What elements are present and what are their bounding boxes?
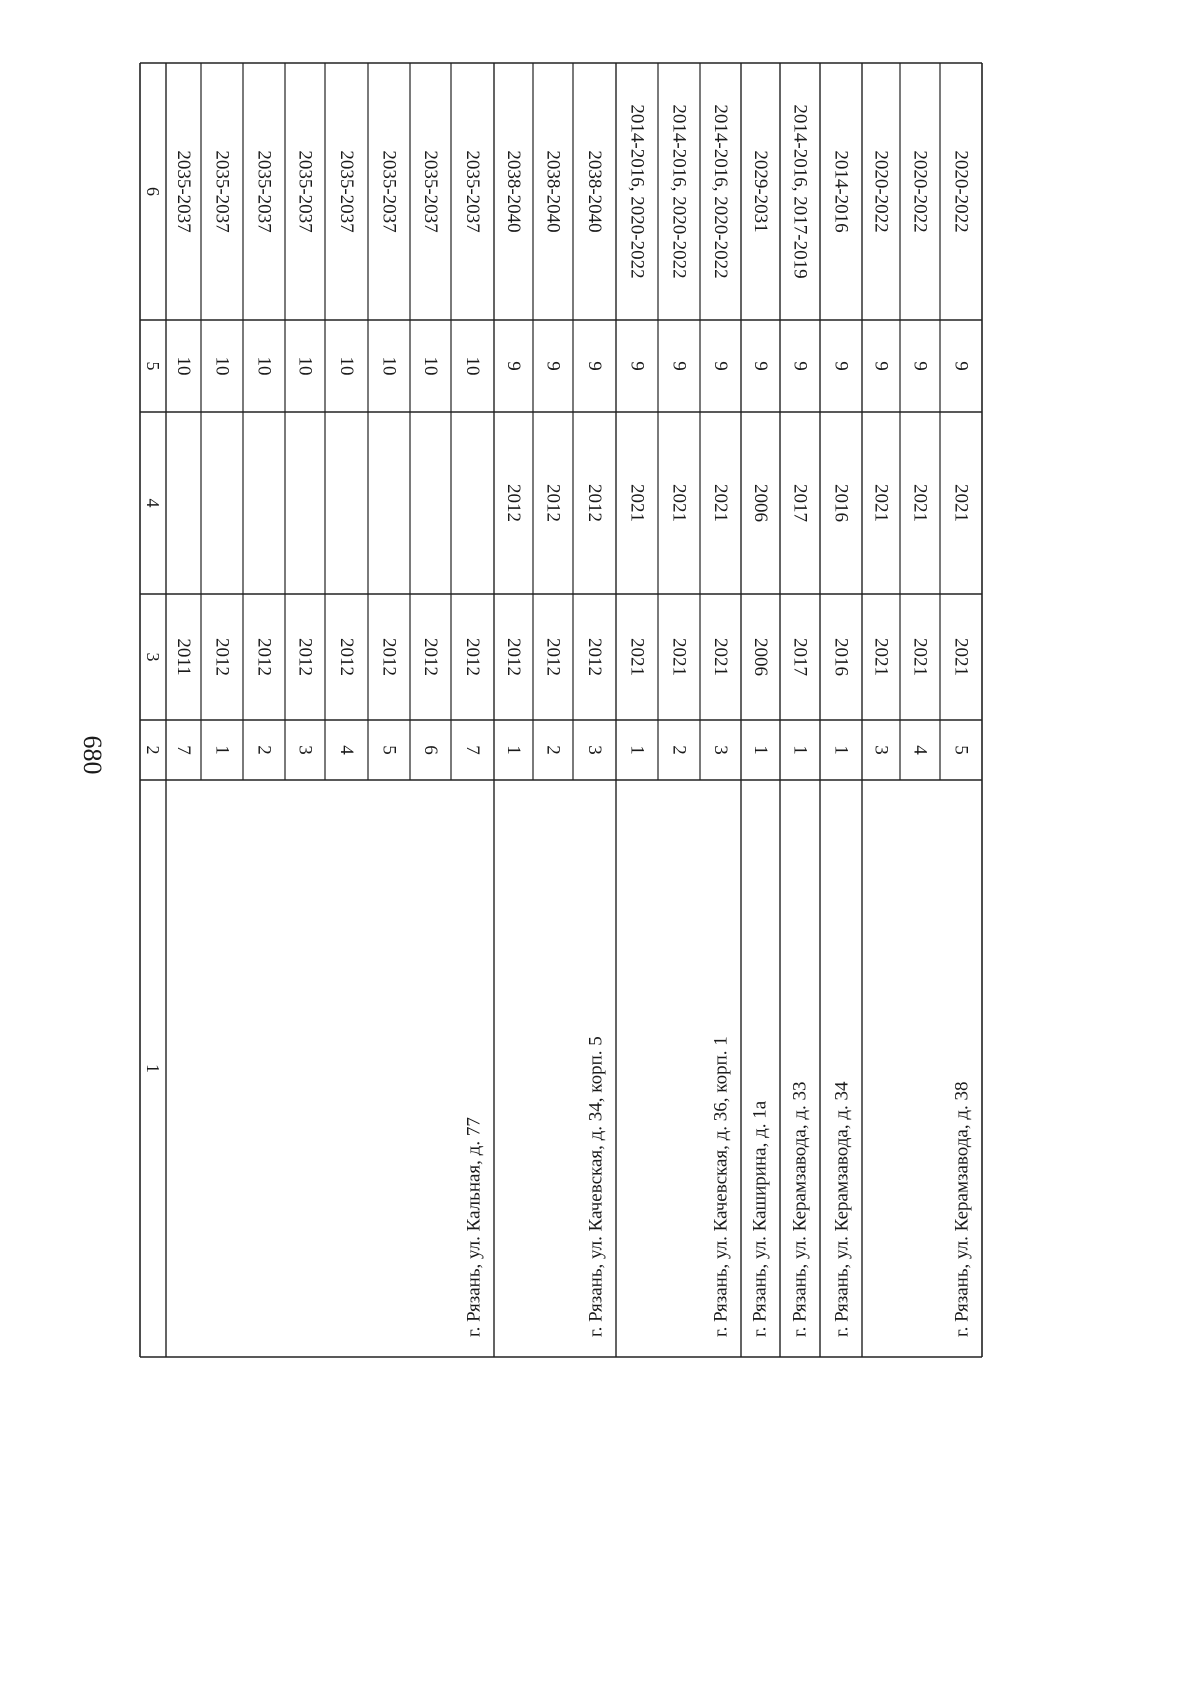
cell-planned-period: 2014-2016, 2020-2022 [668,104,690,279]
cell-year-commissioned: 2021 [870,484,892,522]
cell-year-commissioned: 2021 [950,484,972,522]
cell-floors: 9 [542,361,564,371]
cell-year-built: 2021 [710,638,731,676]
cell-section-number: 2 [542,745,564,755]
cell-section-number: 6 [420,745,441,755]
cell-floors: 10 [173,356,194,376]
cell-planned-period: 2035-2037 [336,150,357,233]
column-header-5: 5 [143,361,163,371]
cell-year-commissioned: 2012 [584,484,605,522]
cell-floors: 9 [870,361,892,371]
cell-floors: 9 [668,361,690,371]
cell-planned-period: 2035-2037 [420,150,441,233]
cell-year-built: 2012 [211,638,233,676]
cell-section-number: 5 [950,745,972,755]
cell-planned-period: 2020-2022 [909,150,931,233]
cell-address: г. Рязань, ул. Кальная, д. 77 [463,1117,485,1337]
cell-planned-period: 2038-2040 [503,150,524,233]
cell-floors: 9 [626,361,648,371]
cell-year-built: 2017 [789,638,811,676]
column-header-3: 3 [143,652,163,662]
column-header-6: 6 [143,187,163,196]
cell-planned-period: 2035-2037 [253,150,275,233]
cell-floors: 10 [378,356,400,376]
cell-floors: 9 [710,361,731,371]
cell-address: г. Рязань, ул. Керамзавода, д. 38 [951,1081,973,1337]
cell-floors: 9 [830,361,852,371]
cell-year-commissioned: 2012 [503,484,524,522]
cell-floors: 9 [503,361,524,371]
cell-year-built: 2021 [668,638,690,676]
cell-address: г. Рязань, ул. Качевская, д. 34, корп. 5 [585,1036,607,1337]
cell-floors: 10 [462,356,483,376]
cell-section-number: 1 [789,745,811,755]
cell-year-built: 2012 [336,638,357,676]
cell-address: г. Рязань, ул. Каширина, д. 1а [749,1100,771,1337]
cell-planned-period: 2020-2022 [950,150,972,233]
cell-year-commissioned: 2021 [626,484,648,522]
cell-year-commissioned: 2012 [542,484,564,522]
cell-planned-period: 2035-2037 [294,150,316,233]
cell-floors: 10 [420,356,441,376]
cell-section-number: 1 [750,745,771,755]
cell-planned-period: 2014-2016 [830,150,852,233]
cell-planned-period: 2014-2016, 2017-2019 [789,104,811,279]
cell-year-built: 2012 [503,638,524,676]
column-header-1: 1 [143,1064,163,1073]
cell-floors: 9 [950,361,972,371]
cell-section-number: 3 [294,745,316,755]
cell-year-commissioned: 2017 [789,484,811,522]
cell-section-number: 3 [584,745,605,755]
cell-year-built: 2012 [420,638,441,676]
cell-section-number: 2 [253,745,275,755]
cell-section-number: 7 [462,745,483,755]
cell-address: г. Рязань, ул. Керамзавода, д. 34 [831,1081,853,1337]
cell-planned-period: 2035-2037 [173,150,194,233]
cell-section-number: 2 [668,745,690,755]
cell-section-number: 5 [378,745,400,755]
cell-floors: 10 [211,356,233,376]
cell-planned-period: 2035-2037 [462,150,483,233]
cell-floors: 9 [750,361,771,371]
cell-planned-period: 2029-2031 [750,150,771,233]
cell-planned-period: 2038-2040 [542,150,564,233]
cell-section-number: 1 [211,745,233,755]
cell-floors: 10 [294,356,316,376]
cell-year-built: 2021 [870,638,892,676]
cell-section-number: 1 [626,745,648,755]
cell-floors: 10 [336,356,357,376]
cell-year-built: 2016 [830,638,852,676]
cell-floors: 9 [789,361,811,371]
cell-year-built: 2012 [253,638,275,676]
cell-address: г. Рязань, ул. Качевская, д. 36, корп. 1 [710,1036,732,1337]
cell-planned-period: 2014-2016, 2020-2022 [626,104,648,279]
column-header-4: 4 [143,498,163,508]
cell-floors: 9 [909,361,931,371]
cell-section-number: 1 [503,745,524,755]
cell-planned-period: 2014-2016, 2020-2022 [710,104,731,279]
cell-year-commissioned: 2021 [710,484,731,522]
cell-year-commissioned: 2021 [909,484,931,522]
cell-year-built: 2011 [173,638,194,676]
cell-section-number: 4 [336,745,357,755]
cell-section-number: 4 [909,745,931,755]
cell-planned-period: 2038-2040 [584,150,605,233]
cell-section-number: 1 [830,745,852,755]
cell-planned-period: 2035-2037 [211,150,233,233]
cell-year-commissioned: 2016 [830,484,852,522]
cell-year-commissioned: 2006 [750,484,771,522]
cell-year-built: 2021 [950,638,972,676]
cell-planned-period: 2020-2022 [870,150,892,233]
cell-year-built: 2006 [750,638,771,676]
cell-year-built: 2021 [626,638,648,676]
cell-year-built: 2021 [909,638,931,676]
cell-year-built: 2012 [462,638,483,676]
cell-section-number: 3 [710,745,731,755]
cell-section-number: 7 [173,745,194,755]
cell-year-built: 2012 [294,638,316,676]
cell-planned-period: 2035-2037 [378,150,400,233]
cell-year-built: 2012 [542,638,564,676]
cell-floors: 10 [253,356,275,376]
cell-section-number: 3 [870,745,892,755]
cell-address: г. Рязань, ул. Керамзавода, д. 33 [789,1081,811,1337]
cell-year-built: 2012 [378,638,400,676]
column-header-2: 2 [143,745,163,755]
cell-year-commissioned: 2021 [668,484,690,522]
page-number: 680 [78,735,107,775]
cell-year-built: 2012 [584,638,605,676]
cell-floors: 9 [584,361,605,371]
